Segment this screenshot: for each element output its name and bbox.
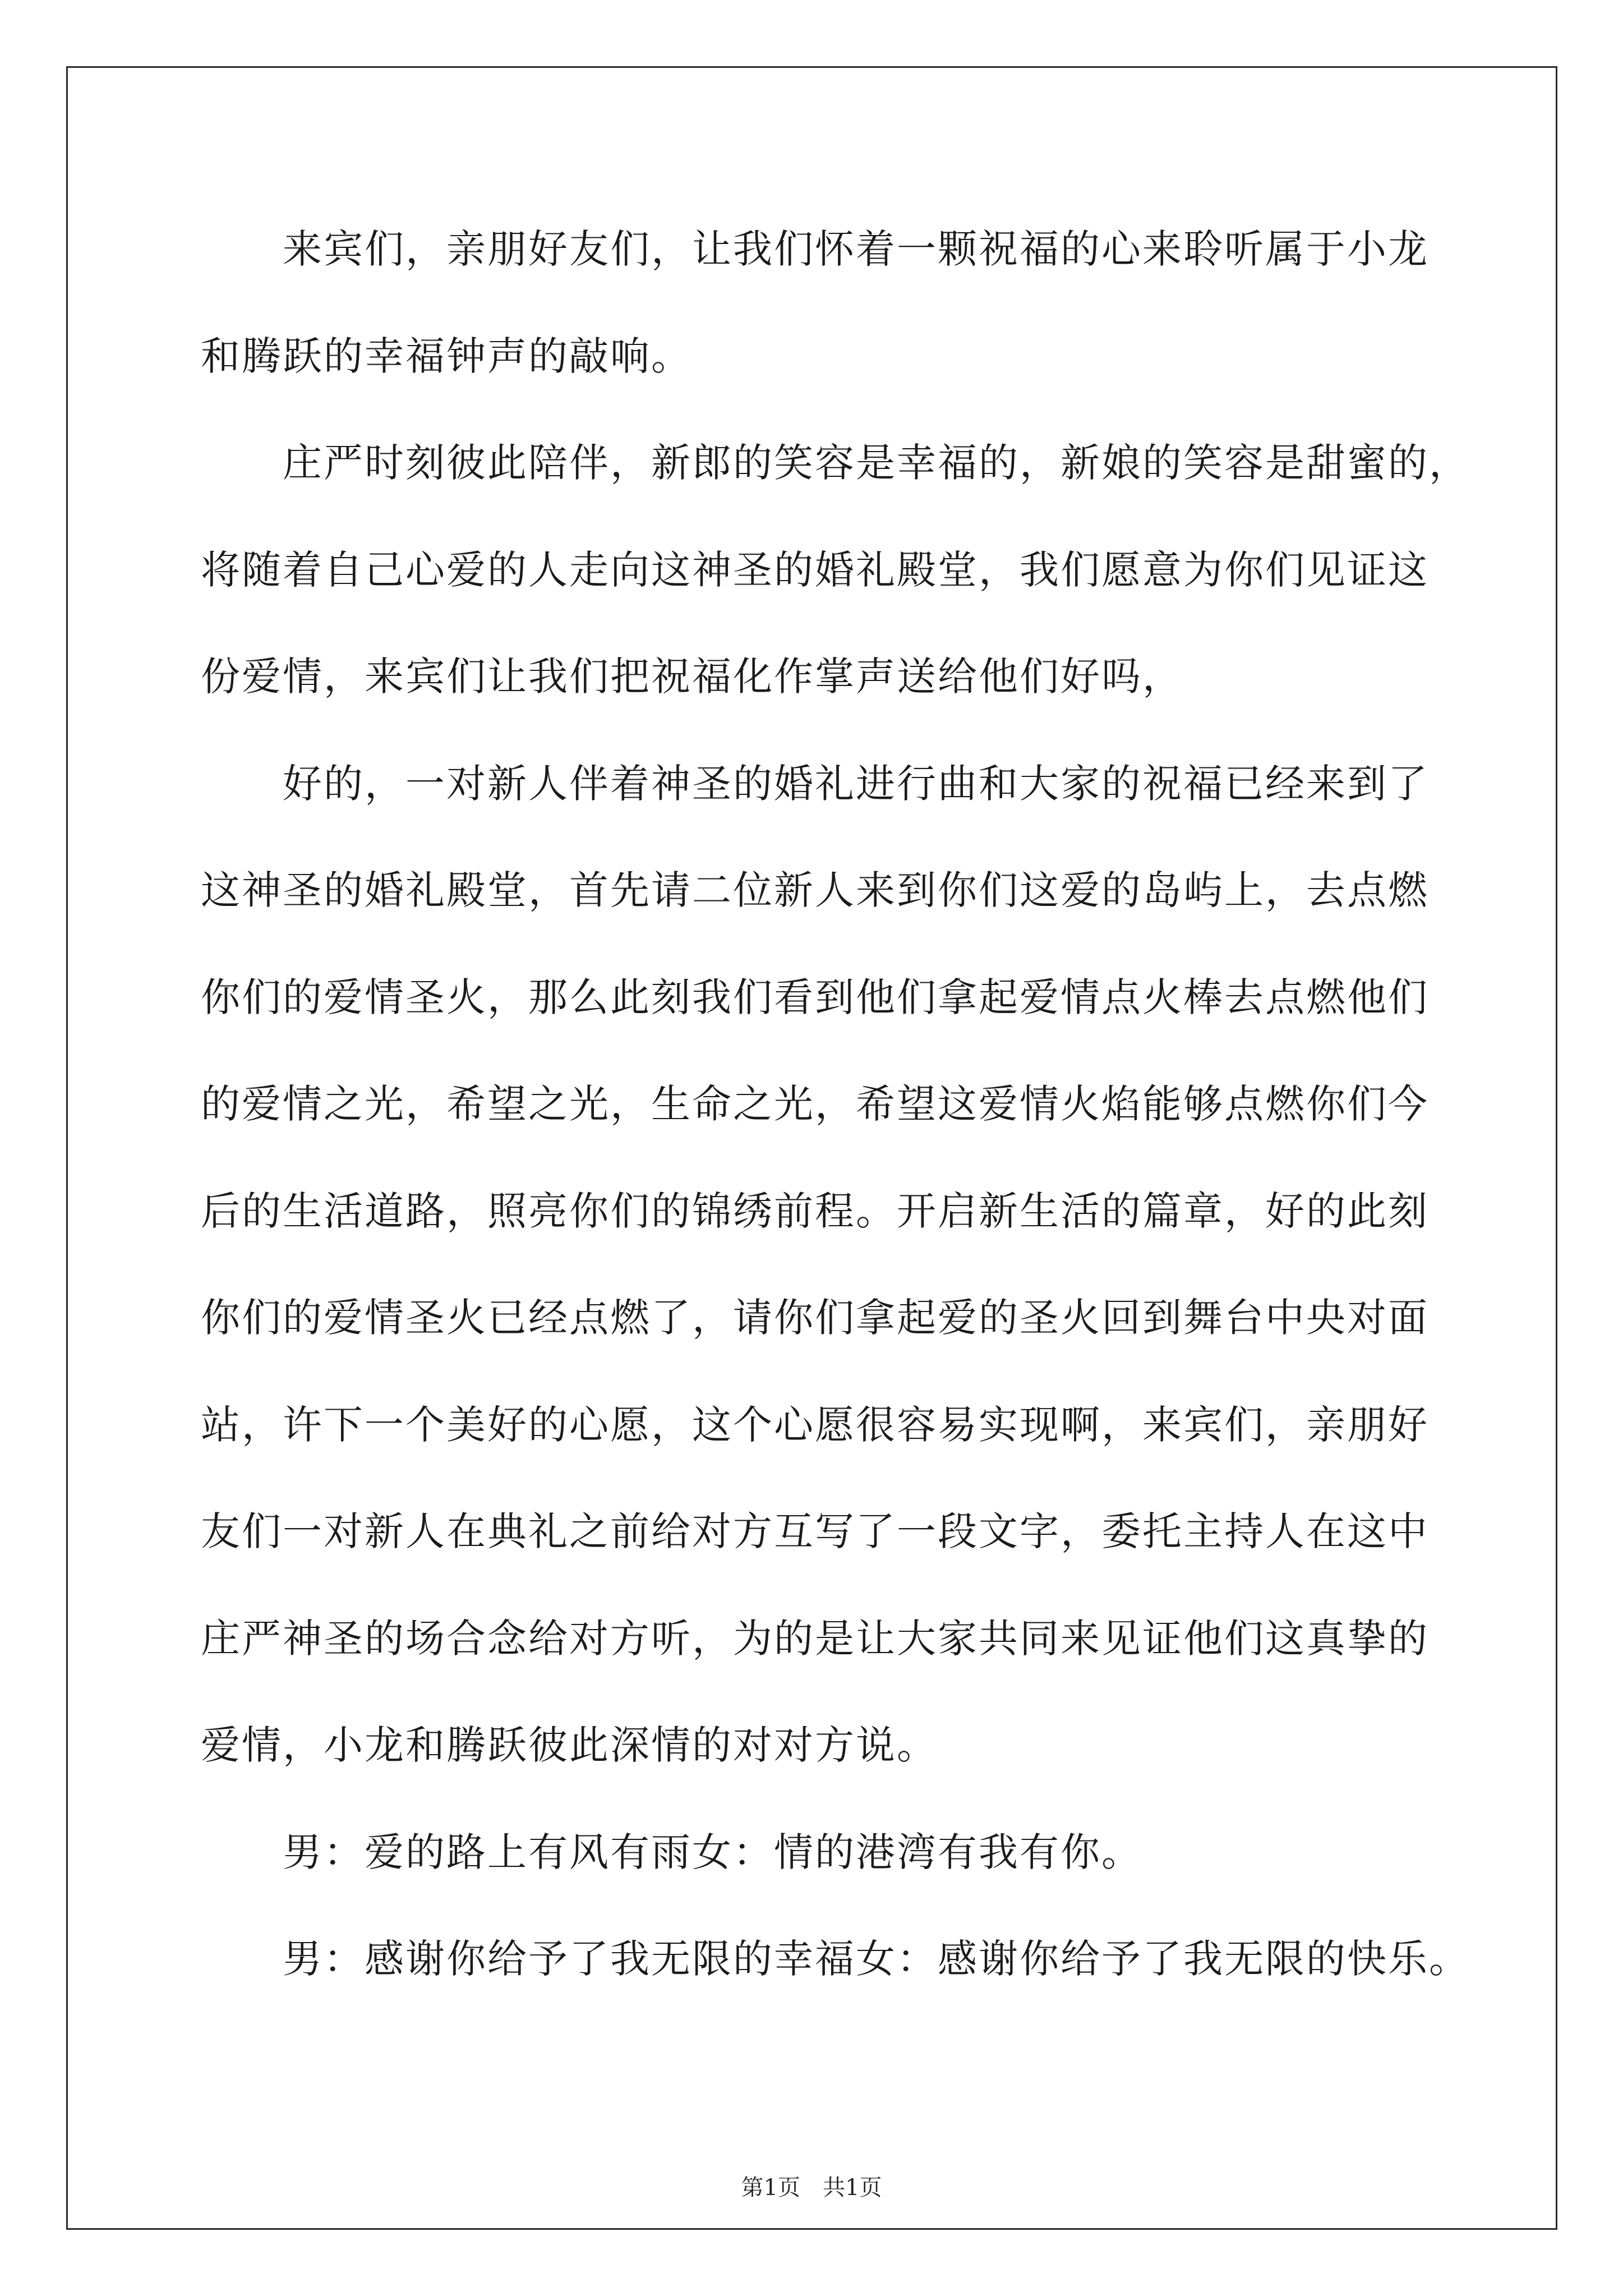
text-line: 和腾跃的幸福钟声的敲响。 — [201, 333, 692, 379]
text-line: 份爱情，来宾们让我们把祝福化作掌声送给他们好吗， — [201, 654, 1183, 700]
text-line: 友们一对新人在典礼之前给对方互写了一段文字，委托主持人在这中 — [201, 1508, 1429, 1554]
paragraph — [201, 1906, 1491, 2013]
text-line: 男：感谢你给予了我无限的幸福女：感谢你给予了我无限的快乐。 — [283, 1936, 1470, 1982]
page-footer: 第1页 共1页 — [741, 2175, 882, 2201]
text-line: 来宾们，亲朋好友们，让我们怀着一颗祝福的心来聆听属于小龙 — [283, 226, 1429, 272]
text-line: 你们的爱情圣火，那么此刻我们看到他们拿起爱情点火棒去点燃他们 — [201, 974, 1429, 1020]
text-line: 好的，一对新人伴着神圣的婚礼进行曲和大家的祝福已经来到了 — [283, 760, 1429, 807]
text-line: 男：爱的路上有风有雨女：情的港湾有我有你。 — [283, 1829, 1142, 1875]
text-line: 庄严神圣的场合念给对方听，为的是让大家共同来见证他们这真挚的 — [201, 1615, 1429, 1662]
document-body — [201, 196, 1491, 2013]
text-line: 站，许下一个美好的心愿，这个心愿很容易实现啊，来宾们，亲朋好 — [201, 1401, 1429, 1448]
text-line: 这神圣的婚礼殿堂，首先请二位新人来到你们这爱的岛屿上，去点燃 — [201, 867, 1429, 913]
paragraph — [201, 1799, 1491, 1906]
paragraph — [201, 730, 1491, 1799]
text-line: 庄严时刻彼此陪伴，新郎的笑容是幸福的，新娘的笑容是甜蜜的， — [283, 440, 1470, 486]
text-line: 你们的爱情圣火已经点燃了，请你们拿起爱的圣火回到舞台中央对面 — [201, 1295, 1429, 1341]
text-line: 爱情，小龙和腾跃彼此深情的对对方说。 — [201, 1722, 938, 1768]
paragraph — [201, 196, 1491, 409]
paragraph — [201, 409, 1491, 730]
text-line: 的爱情之光，希望之光，生命之光，希望这爱情火焰能够点燃你们今 — [201, 1081, 1429, 1127]
text-line: 后的生活道路，照亮你们的锦绣前程。开启新生活的篇章，好的此刻 — [201, 1188, 1429, 1234]
text-line: 将随着自己心爱的人走向这神圣的婚礼殿堂，我们愿意为你们见证这 — [201, 546, 1429, 593]
